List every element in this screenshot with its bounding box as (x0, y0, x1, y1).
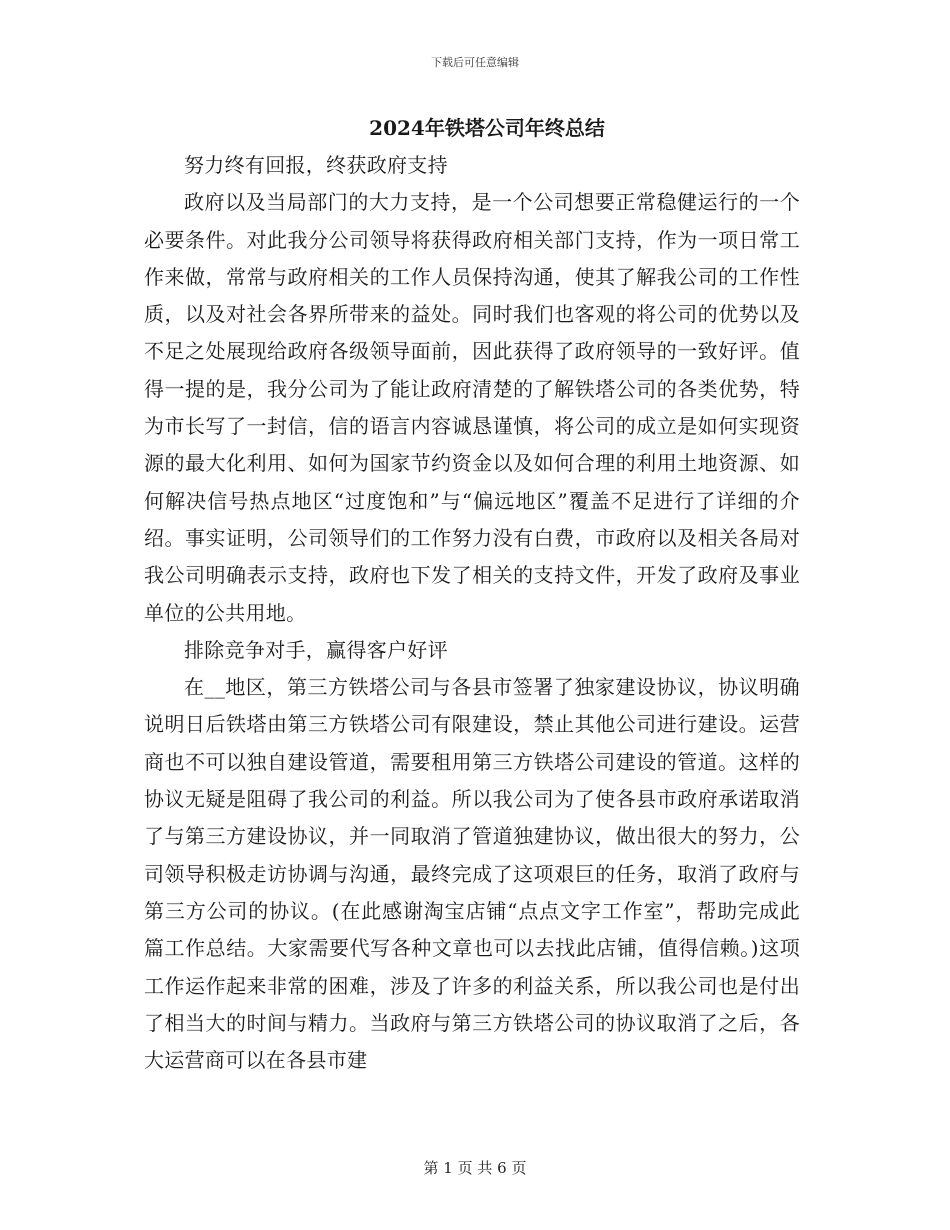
page-number: 第 1 页 共 6 页 (423, 1159, 527, 1177)
page-header-note: 下载后可任意编辑 (431, 56, 519, 69)
section-heading-government-support: 努力终有回报，终获政府支持 (184, 153, 448, 177)
document-title: 2024年铁塔公司年终总结 (369, 116, 605, 140)
section-heading-competition: 排除竞争对手，赢得客户好评 (184, 637, 448, 662)
paragraph-competition: 在__地区，第三方铁塔公司与各县市签署了独家建设协议，协议明确说明日后铁塔由第三方铁塔公司有限建设，禁止其他公司进行建设。运营商也不可以独自建设管道，需要租用第三方铁塔公司建设的管道。这样的协议无疑是阻碍了我公司的利益。所以我公司为了使各县市政府承诺取消了与第三方建设协议，并一同取消了管道独建协议，做出很大的努力，公司领导积极走访协调与沟通，最终完成了这项艰巨的任务，取消了政府与第三方公司的协议。(在此感谢淘宝店铺“点点文字工作室”，帮助完成此篇工作总结。大家需要代写各种文章也可以去找此店铺，值得信赖。)这项工作运作起来非常的困难，涉及了许多的利益关系，所以我公司也是付出了相当大的时间与精力。当政府与第三方铁塔公司的协议取消了之后，各大运营商可以在各县市建 (144, 675, 800, 1073)
paragraph-government-support: 政府以及当局部门的大力支持，是一个公司想要正常稳健运行的一个必要条件。对此我分公司领导将获得政府相关部门支持，作为一项日常工作来做，常常与政府相关的工作人员保持沟通，使其了解我公司的工作性质，以及对社会各界所带来的益处。同时我们也客观的将公司的优势以及不足之处展现给政府各级领导面前，因此获得了政府领导的一致好评。值得一提的是，我分公司为了能让政府清楚的了解铁塔公司的各类优势，特为市长写了一封信，信的语言内容诚恳谨慎，将公司的成立是如何实现资源的最大化利用、如何为国家节约资金以及如何合理的利用土地资源、如何解决信号热点地区“过度饱和”与“偏远地区”覆盖不足进行了详细的介绍。事实证明，公司领导们的工作努力没有白费，市政府以及相关各局对我公司明确表示支持，政府也下发了相关的支持文件，开发了政府及事业单位的公共用地。 (144, 190, 800, 625)
document-body (144, 112, 800, 1079)
